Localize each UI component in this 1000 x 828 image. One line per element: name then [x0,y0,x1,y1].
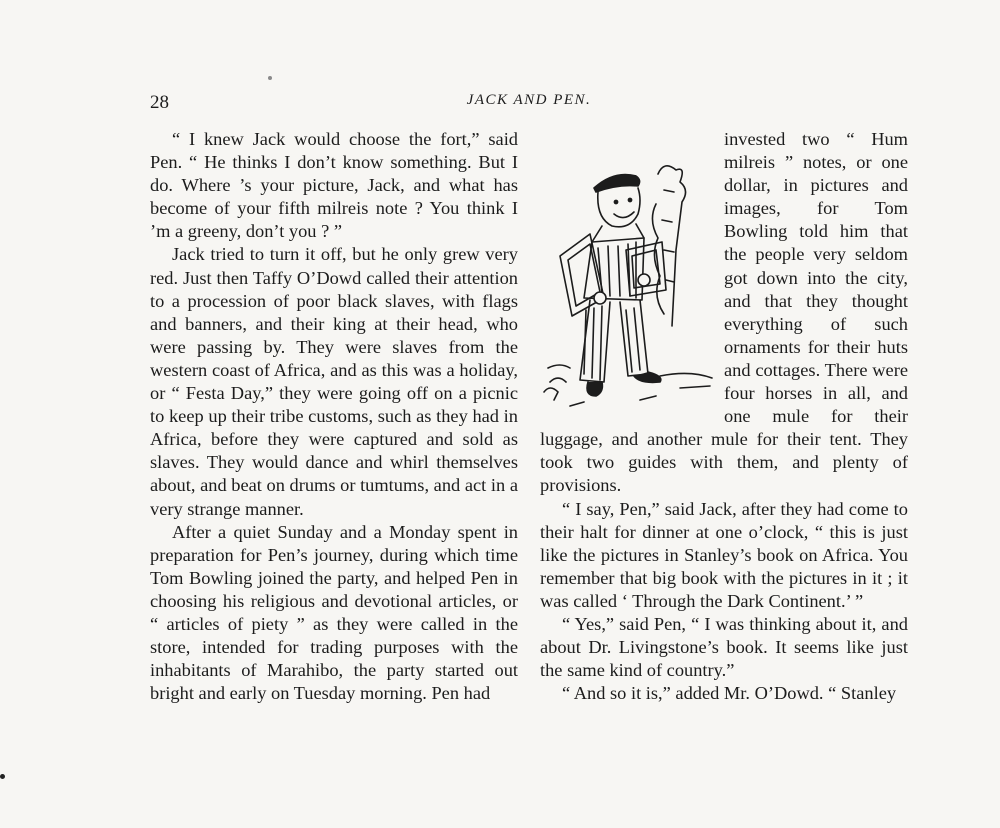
page-number: 28 [150,92,169,113]
sailor-boy-illustration [540,130,718,422]
paragraph: invested two “ Hum milreis ” notes, or one dollar, in pictures and images, for Tom Bowling told him that the people very seldom got down into the city, and that they thought everything of such ornaments for their huts and cottages. There were four horses in all, and one mule for their luggage, and another mule for their tent. They took two guides with them, and plenty of provisions. [540,129,908,496]
paragraph: “ I knew Jack would choose the fort,” said Pen. “ He thinks I don’t know something. But I do. Where ’s your picture, Jack, and what has become of your fifth milreis note ? You think I ’m a greeny, don’t you ? ” [150,129,518,242]
right-column [540,128,908,705]
paper-speck [0,774,5,779]
paragraph: “ I say, Pen,” said Jack, after they had come to their halt for dinner at one o’clock, “ this is just like the pictures in Stanley’s book on Africa. You remember that big book with the pictures in it ; it was called ‘ Through the Dark Continent.’ ” [540,498,908,611]
running-title: JACK AND PEN. [466,92,592,108]
paragraph: After a quiet Sunday and a Monday spent in preparation for Pen’s journey, during which time Tom Bowling joined the party, and helped Pen in choosing his religious and devotional articles, or “ articles of piety ” as they were called in the store, intended for trading purposes with the inhabitants of Marahibo, the party started out bright and early on Tuesday morning. Pen had [150,521,518,704]
paragraph: “ And so it is,” added Mr. O’Dowd. “ Stanley [562,683,897,704]
paragraph: “ Yes,” said Pen, “ I was thinking about it, and about Dr. Livingstone’s book. It seems like just the same kind of country.” [540,613,908,681]
paper-speck [268,76,272,80]
left-column [150,128,518,705]
running-head [150,92,908,116]
paragraph: Jack tried to turn it off, but he only grew very red. Just then Taffy O’Dowd called their attention to a procession of poor black slaves, with flags and banners, and their king at their head, who were passing by. They were slaves from the western coast of Africa, and as this was a holiday, or “ Festa Day,” they were going off on a picnic to keep up their tribe customs, such as they had in Africa, before they were captured and sold as slaves. They would dance and whirl themselves about, and beat on drums or tumtums, and act in a very strange manner. [150,244,518,519]
